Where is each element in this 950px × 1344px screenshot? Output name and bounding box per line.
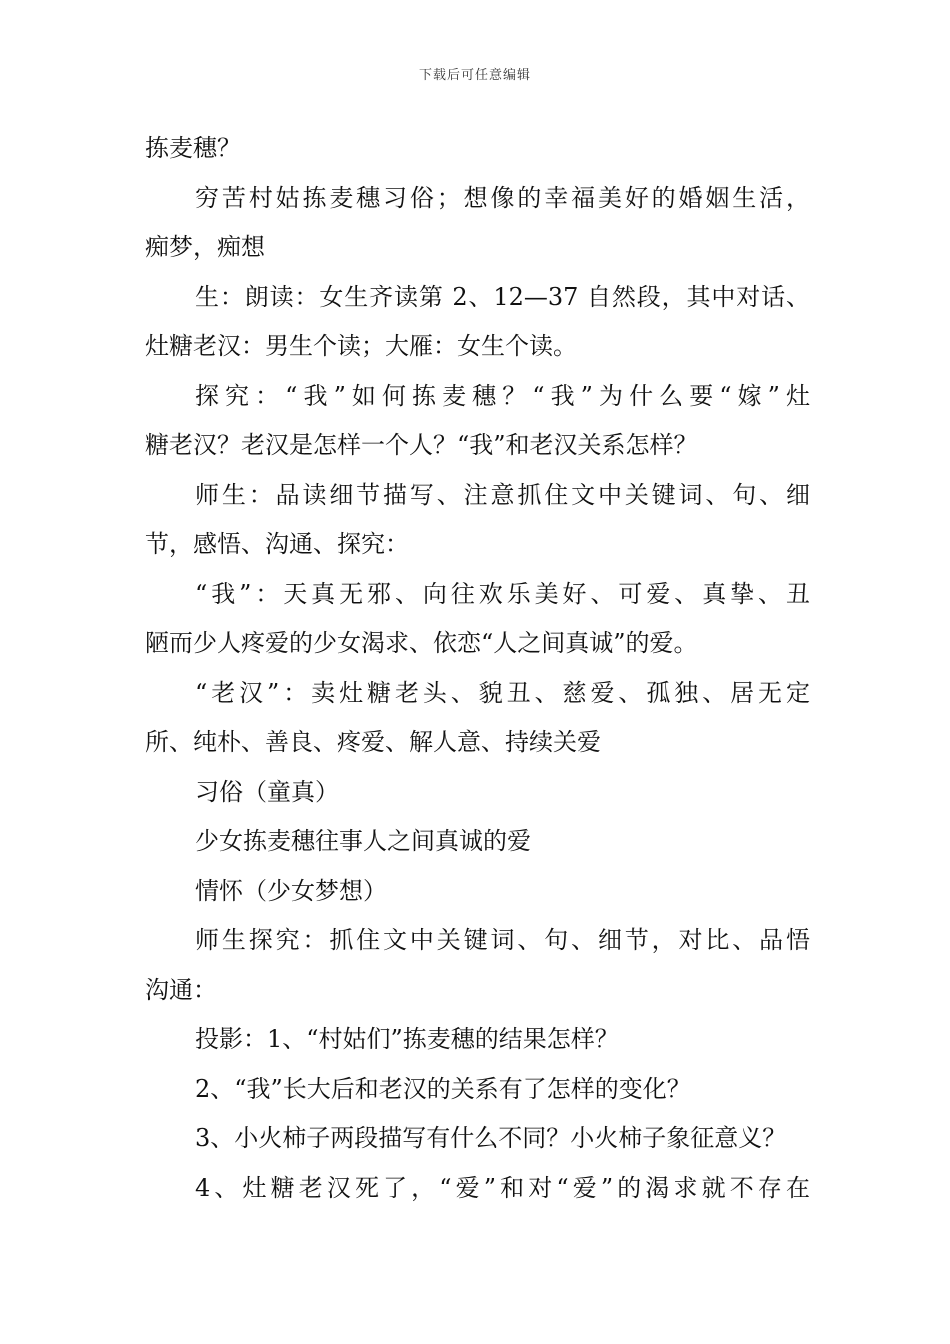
- text-line-20: 2、“我”长大后和老汉的关系有了怎样的变化？: [195, 1074, 691, 1103]
- text-line-8: 师生：品读细节描写、注意抓住文中关键词、句、细: [195, 480, 810, 509]
- text-line-4: 生：朗读：女生齐读第 2、12—37 自然段，其中对话、: [195, 282, 810, 311]
- text-line-18: 沟通：: [145, 975, 217, 1004]
- text-line-11: 陋而少人疼爱的少女渴求、依恋“人之间真诚”的爱。: [145, 629, 698, 657]
- text-line-16: 情怀（少女梦想）: [195, 876, 387, 905]
- text-line-6: 探究：“我”如何拣麦穗？“我”为什么要“嫁”灶: [195, 381, 810, 410]
- text-line-21: 3、小火柿子两段描写有什么不同？小火柿子象征意义？: [195, 1124, 787, 1152]
- text-line-10: “我”：天真无邪、向往欢乐美好、可爱、真挚、丑: [195, 579, 810, 608]
- text-line-7: 糖老汉？老汉是怎样一个人？“我”和老汉关系怎样？: [145, 431, 698, 459]
- text-line-15: 少女拣麦穗往事人之间真诚的爱: [195, 827, 531, 855]
- text-line-13: 所、纯朴、善良、疼爱、解人意、持续关爱: [145, 728, 601, 756]
- text-line-9: 节，感悟、沟通、探究：: [145, 530, 409, 558]
- text-line-14: 习俗（童真）: [195, 777, 339, 806]
- text-line-3: 痴梦，痴想: [145, 233, 265, 261]
- text-line-2: 穷苦村姑拣麦穗习俗；想像的幸福美好的婚姻生活，: [195, 183, 810, 212]
- text-line-22: 4、灶糖老汉死了，“爱”和对“爱”的渴求就不存在: [195, 1173, 810, 1202]
- text-line-19: 投影：1、“村姑们”拣麦穗的结果怎样？: [195, 1025, 619, 1053]
- text-line-1: 拣麦穗？: [145, 134, 241, 162]
- text-line-12: “老汉”：卖灶糖老头、貌丑、慈爱、孤独、居无定: [195, 678, 810, 707]
- text-line-17: 师生探究：抓住文中关键词、句、细节，对比、品悟: [195, 926, 810, 954]
- document-body: [145, 124, 810, 1213]
- text-line-5: 灶糖老汉：男生个读；大雁：女生个读。: [145, 332, 577, 360]
- page-header: 下载后可任意编辑: [418, 68, 531, 83]
